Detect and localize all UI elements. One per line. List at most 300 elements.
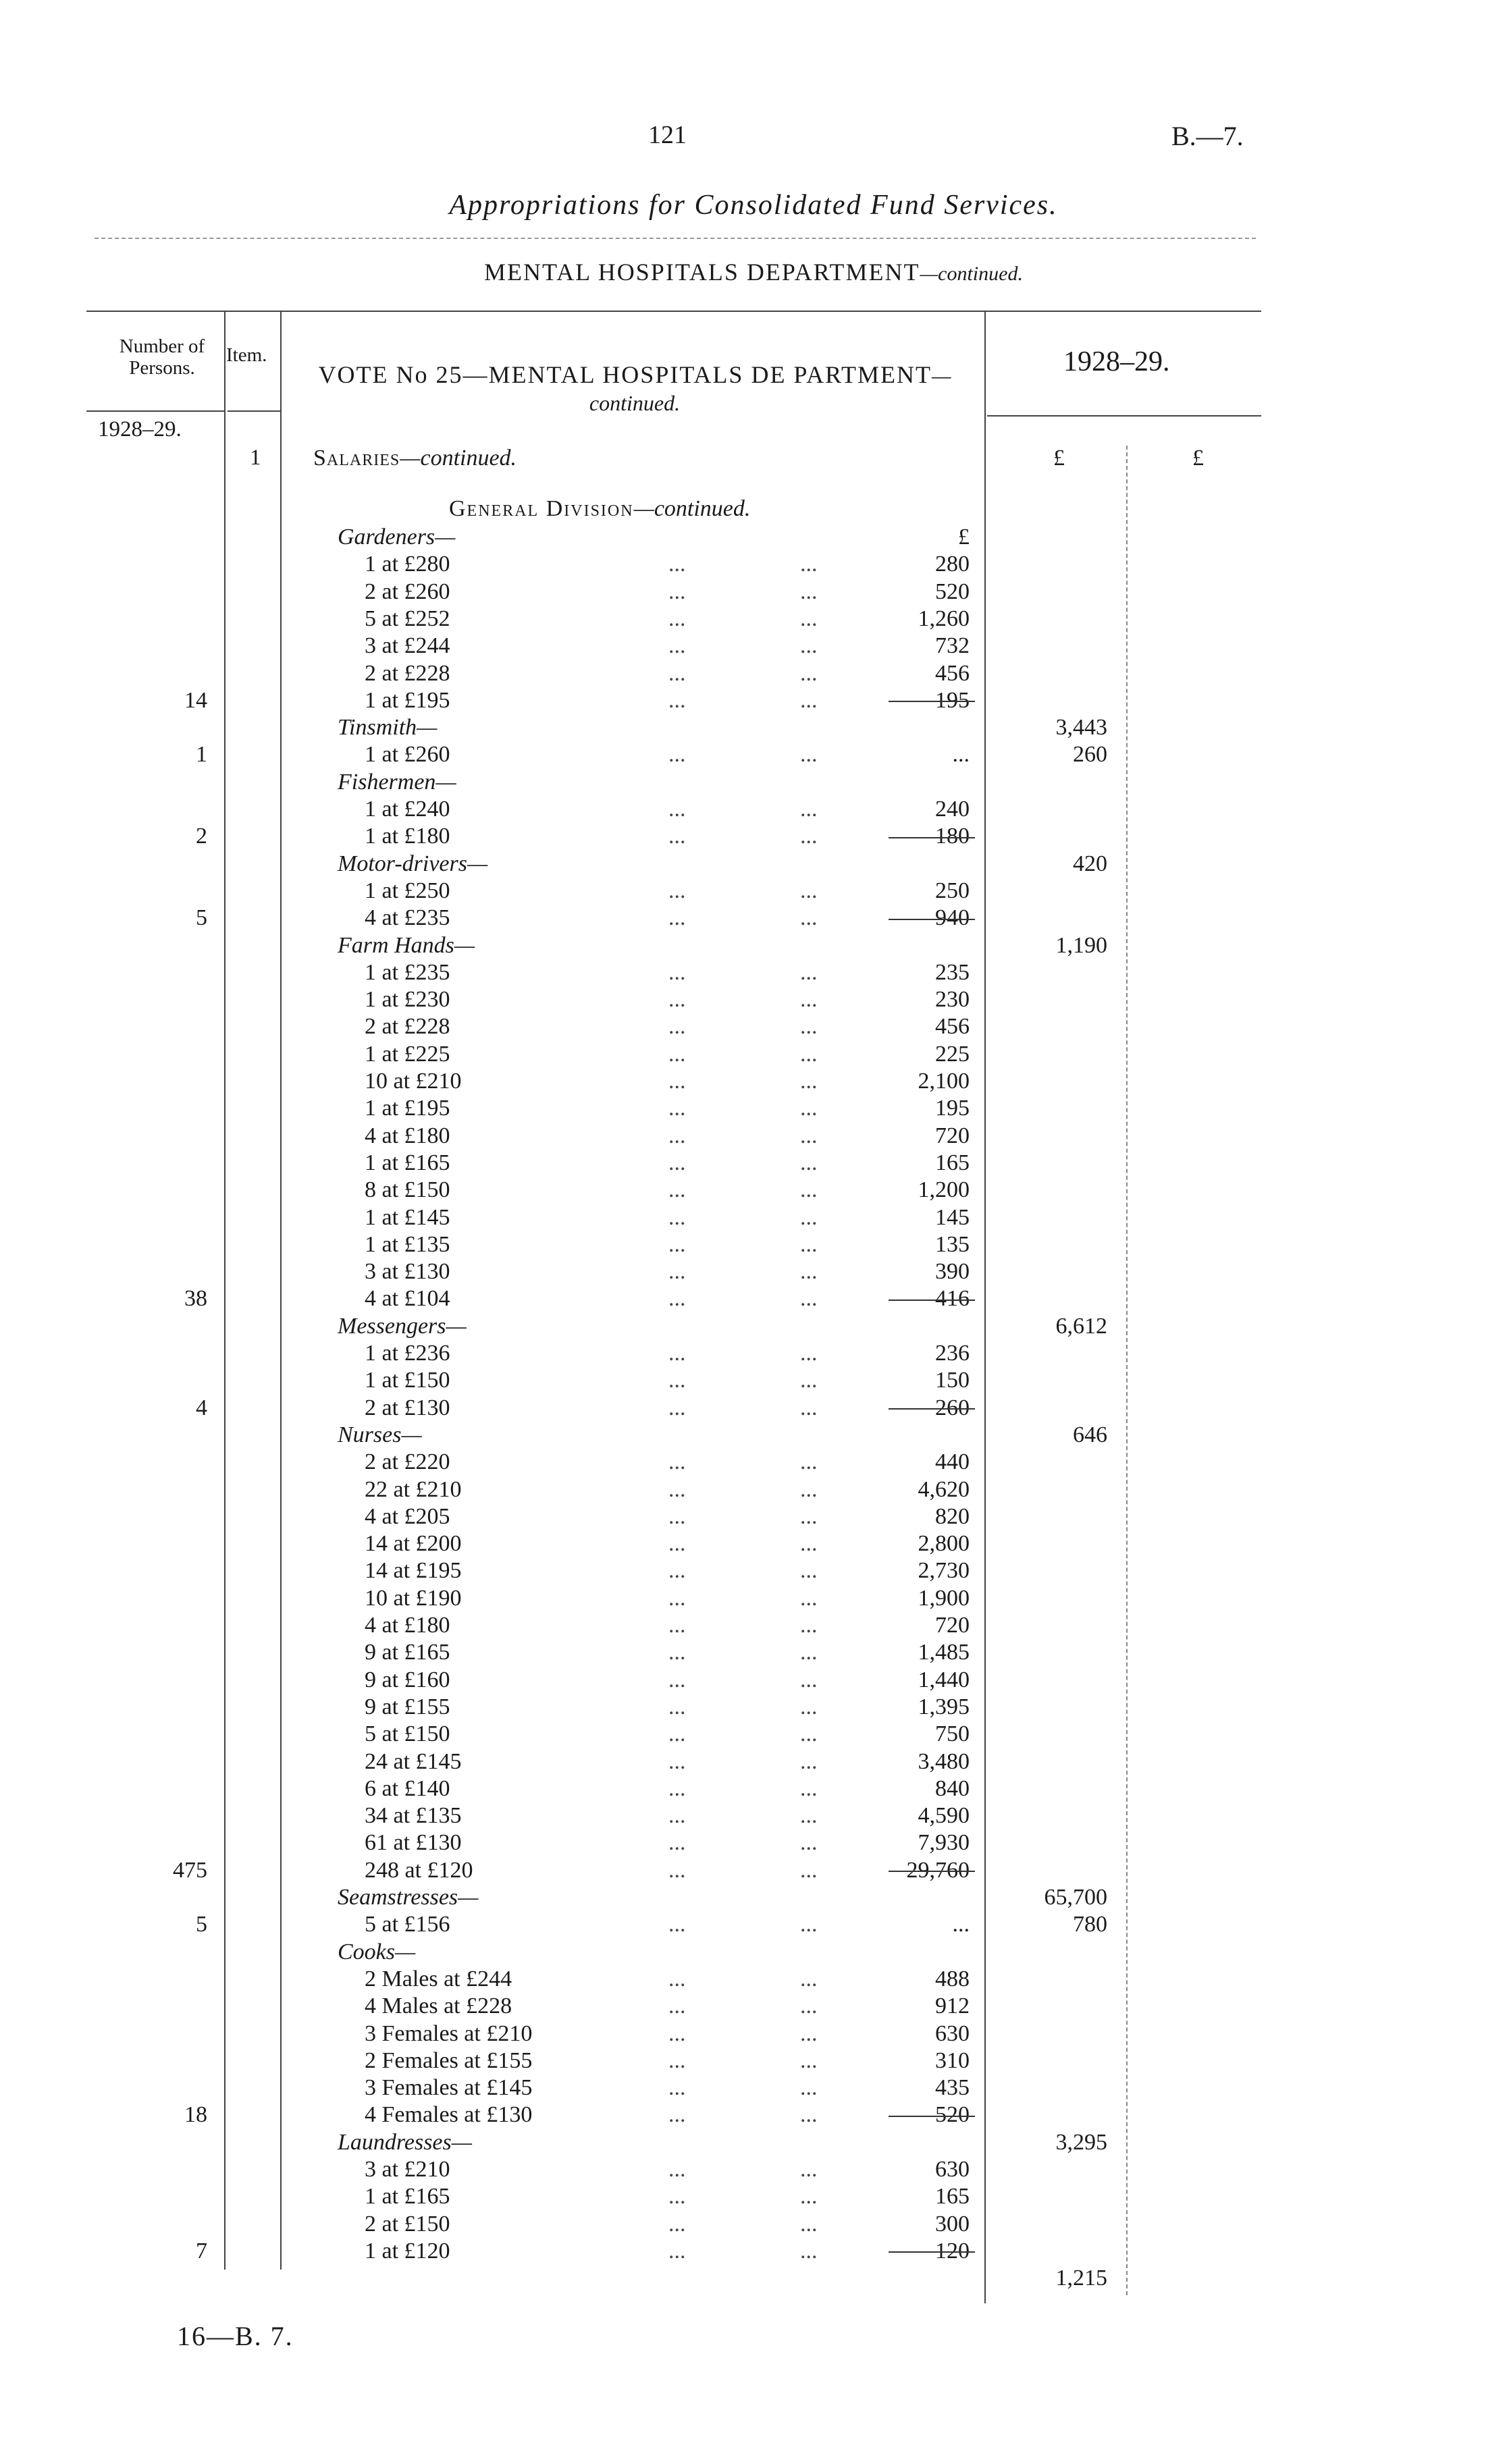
sum-rule	[889, 1871, 975, 1872]
table-row	[0, 1966, 1507, 1993]
table-row	[0, 1503, 1507, 1530]
rate-label: 4 at £180	[365, 1613, 450, 1638]
leader-dots: ...	[800, 2047, 818, 2073]
amount: 440	[935, 1449, 970, 1475]
leader-dots: ...	[668, 606, 686, 631]
leader-dots: ...	[800, 905, 818, 931]
table-row	[0, 1068, 1507, 1095]
persons-count: 5	[196, 1912, 207, 1937]
leader-dots: ...	[668, 959, 686, 985]
leader-dots: ...	[800, 1857, 818, 1883]
subtotal: 260	[1073, 742, 1107, 768]
leader-dots: ...	[800, 1123, 818, 1148]
leader-dots: ...	[668, 742, 686, 768]
rate-label: 2 at £220	[365, 1449, 450, 1475]
leader-dots: ...	[800, 1041, 818, 1067]
leader-dots: ...	[668, 2184, 686, 2209]
leader-dots: ...	[800, 2184, 818, 2209]
leader-dots: ...	[800, 797, 818, 822]
table-row	[0, 2074, 1507, 2101]
leader-dots: ...	[668, 1395, 686, 1420]
rate-label: 10 at £190	[365, 1585, 462, 1611]
sum-rule	[889, 2251, 975, 2253]
leader-dots: ...	[668, 2047, 686, 2073]
subtotal: 1,190	[1055, 932, 1107, 958]
year-header-rule	[987, 415, 1261, 417]
rate-label: 1 at £230	[365, 987, 450, 1013]
amount: 732	[935, 633, 970, 659]
amount: 120	[935, 2238, 970, 2264]
salaries-heading	[313, 446, 517, 471]
rate-label: 6 at £140	[365, 1775, 450, 1801]
rate-label: 8 at £150	[365, 1177, 450, 1203]
page-title: Appropriations for Consolidated Fund Services.	[449, 190, 1058, 221]
rate-label: 2 Males at £244	[365, 1966, 512, 1991]
table-row	[0, 1911, 1507, 1938]
rate-label: 14 at £200	[365, 1531, 462, 1557]
category-label: Fishermen—	[338, 769, 456, 795]
leader-dots: ...	[800, 1667, 818, 1692]
leader-dots: ...	[800, 1993, 818, 2019]
amount: 240	[935, 797, 970, 822]
table-row	[0, 2183, 1507, 2210]
leader-dots: ...	[800, 1531, 818, 1557]
rate-label: 2 at £260	[365, 579, 450, 604]
amount: 1,395	[918, 1694, 970, 1719]
persons-count: 14	[184, 687, 207, 713]
rate-label: 14 at £195	[365, 1558, 462, 1584]
amount: 820	[935, 1503, 970, 1529]
rate-label: 34 at £135	[365, 1803, 462, 1829]
table-row	[0, 796, 1507, 823]
amount: 456	[935, 1014, 970, 1040]
leader-dots: ...	[800, 1503, 818, 1529]
subtotal: 1,215	[1055, 2266, 1107, 2291]
table-row	[0, 1449, 1507, 1476]
leader-dots: ...	[800, 959, 818, 985]
category-label: Cooks—	[338, 1939, 416, 1964]
amount: 260	[935, 1395, 970, 1420]
rate-label: 1 at £165	[365, 2184, 450, 2209]
table-row	[0, 1667, 1507, 1694]
table-row	[0, 823, 1507, 850]
rate-label: 2 Females at £155	[365, 2047, 533, 2073]
category-row	[0, 1939, 1507, 1966]
amount: 1,485	[918, 1640, 970, 1665]
table-row	[0, 1557, 1507, 1584]
subtotal: 780	[1073, 1912, 1107, 1937]
leader-dots: ...	[668, 1694, 686, 1719]
page-number: 121	[648, 121, 687, 149]
amount: 390	[935, 1259, 970, 1285]
table-row	[0, 959, 1507, 986]
sum-rule	[889, 919, 975, 920]
leader-dots: ...	[668, 1123, 686, 1148]
table-row	[0, 1258, 1507, 1285]
table-row	[0, 633, 1507, 660]
persons-count: 4	[196, 1395, 207, 1420]
category-row	[0, 1422, 1507, 1449]
leader-dots: ...	[668, 1449, 686, 1475]
amount: 435	[935, 2075, 970, 2101]
vote-name: VOTE No 25—MENTAL HOSPITALS DE PARTMENT	[318, 361, 932, 388]
amount: 2,730	[918, 1558, 970, 1584]
amount: £	[958, 525, 970, 550]
rate-label: 1 at £135	[365, 1231, 450, 1257]
leader-dots: ...	[668, 2102, 686, 2128]
leader-dots: ...	[668, 1286, 686, 1312]
rate-label: 3 Females at £210	[365, 2020, 533, 2046]
persons-count: 475	[173, 1857, 207, 1883]
total-row	[0, 2265, 1507, 2292]
persons-header-rule	[86, 410, 224, 412]
category-label: Nurses—	[338, 1422, 422, 1447]
table-row	[0, 1694, 1507, 1721]
leader-dots: ...	[800, 1830, 818, 1856]
rate-label: 22 at £210	[365, 1476, 462, 1502]
table-row	[0, 2238, 1507, 2265]
table-row	[0, 2156, 1507, 2183]
sum-rule	[889, 2116, 975, 2117]
amount: 235	[935, 959, 970, 985]
leader-dots: ...	[800, 1558, 818, 1584]
leader-dots: ...	[800, 633, 818, 659]
leader-dots: ...	[668, 1721, 686, 1747]
title-divider	[95, 238, 1256, 239]
leader-dots: ...	[800, 2075, 818, 2101]
table-row	[0, 660, 1507, 687]
amount: 29,760	[906, 1857, 970, 1883]
leader-dots: ...	[668, 1503, 686, 1529]
leader-dots: ...	[668, 1204, 686, 1230]
leader-dots: ...	[800, 579, 818, 604]
rate-label: 1 at £195	[365, 687, 450, 713]
rate-label: 3 at £130	[365, 1259, 450, 1285]
leader-dots: ...	[668, 797, 686, 822]
persons-count: 2	[196, 824, 207, 849]
amount: 840	[935, 1775, 970, 1801]
leader-dots: ...	[800, 1096, 818, 1121]
category-label: Tinsmith—	[338, 715, 438, 741]
table-row	[0, 1802, 1507, 1829]
rate-label: 2 at £228	[365, 1014, 450, 1040]
table-row	[0, 687, 1507, 714]
amount: 1,200	[918, 1177, 970, 1203]
category-row	[0, 2129, 1507, 2156]
table-row	[0, 1585, 1507, 1612]
rate-label: 1 at £180	[365, 824, 450, 849]
rate-label: 1 at £120	[365, 2238, 450, 2264]
leader-dots: ...	[800, 1966, 818, 1991]
leader-dots: ...	[668, 552, 686, 577]
rate-label: 1 at £195	[365, 1096, 450, 1121]
leader-dots: ...	[668, 1231, 686, 1257]
vote-title	[297, 361, 972, 417]
subtotal: 6,612	[1055, 1313, 1107, 1339]
rate-label: 5 at £252	[365, 606, 450, 631]
persons-count: 38	[184, 1286, 207, 1312]
leader-dots: ...	[800, 987, 818, 1013]
rate-label: 5 at £156	[365, 1912, 450, 1937]
table-row	[0, 2211, 1507, 2238]
leader-dots: ...	[668, 1368, 686, 1393]
sum-rule	[889, 1408, 975, 1410]
leader-dots: ...	[800, 1640, 818, 1665]
rate-label: 2 at £130	[365, 1395, 450, 1420]
table-row	[0, 1041, 1507, 1068]
rate-label: 1 at £260	[365, 742, 450, 768]
leader-dots: ...	[668, 1069, 686, 1094]
salaries-suffix: —continued.	[400, 446, 517, 471]
amount: 145	[935, 1204, 970, 1230]
category-label: Farm Hands—	[338, 932, 475, 958]
table-row	[0, 1367, 1507, 1394]
year-right-header: 1928–29.	[1063, 346, 1170, 377]
amount: 7,930	[918, 1830, 970, 1856]
rate-label: 3 at £244	[365, 633, 450, 659]
leader-dots: ...	[800, 1286, 818, 1312]
rate-label: 4 at £104	[365, 1286, 450, 1312]
leader-dots: ...	[668, 1259, 686, 1285]
subtotal: 3,443	[1055, 715, 1107, 741]
table-row	[0, 1612, 1507, 1639]
leader-dots: ...	[800, 1449, 818, 1475]
table-row	[0, 1857, 1507, 1884]
rate-label: 9 at £160	[365, 1667, 450, 1692]
table-row	[0, 1748, 1507, 1775]
category-row	[0, 714, 1507, 741]
item-number: 1	[250, 446, 261, 470]
amount: ...	[952, 742, 970, 768]
category-label: Seamstresses—	[338, 1885, 479, 1910]
category-row	[0, 851, 1507, 878]
table-top-rule	[86, 311, 1261, 312]
leader-dots: ...	[800, 2211, 818, 2237]
persons-count: 1	[196, 742, 207, 768]
rate-label: 1 at £150	[365, 1368, 450, 1393]
table-row	[0, 1721, 1507, 1748]
leader-dots: ...	[668, 2238, 686, 2264]
category-row	[0, 1884, 1507, 1911]
leader-dots: ...	[800, 1748, 818, 1774]
leader-dots: ...	[668, 1966, 686, 1991]
persons-count: 18	[184, 2102, 207, 2128]
leader-dots: ...	[668, 2020, 686, 2046]
leader-dots: ...	[668, 1585, 686, 1611]
leader-dots: ...	[800, 1259, 818, 1285]
leader-dots: ...	[668, 1014, 686, 1040]
table-row	[0, 1231, 1507, 1258]
table-row	[0, 1829, 1507, 1856]
vote-suffix: —continued.	[589, 363, 951, 415]
amount: 230	[935, 987, 970, 1013]
amount: 456	[935, 660, 970, 686]
table-row	[0, 1340, 1507, 1367]
rate-label: 4 Males at £228	[365, 1993, 512, 2019]
category-row	[0, 524, 1507, 551]
subtotal: 646	[1073, 1422, 1107, 1447]
document-reference: B.—7.	[1171, 121, 1244, 151]
leader-dots: ...	[668, 1667, 686, 1692]
leader-dots: ...	[668, 987, 686, 1013]
amount: 250	[935, 878, 970, 903]
amount: 236	[935, 1341, 970, 1366]
amount: ...	[952, 1912, 970, 1937]
table-row	[0, 1993, 1507, 2020]
amount: 280	[935, 552, 970, 577]
rate-label: 9 at £155	[365, 1694, 450, 1719]
leader-dots: ...	[668, 1476, 686, 1502]
leader-dots: ...	[668, 2211, 686, 2237]
leader-dots: ...	[668, 1558, 686, 1584]
general-division-label: General Division	[449, 496, 634, 521]
leader-dots: ...	[668, 1613, 686, 1638]
leader-dots: ...	[668, 1912, 686, 1937]
leader-dots: ...	[800, 1231, 818, 1257]
category-label: Gardeners—	[338, 525, 456, 550]
amount: 195	[935, 1096, 970, 1121]
leader-dots: ...	[800, 878, 818, 903]
table-row	[0, 1395, 1507, 1422]
amount: 1,440	[918, 1667, 970, 1692]
amount: 4,620	[918, 1476, 970, 1502]
amount: 180	[935, 824, 970, 849]
amount: 150	[935, 1368, 970, 1393]
leader-dots: ...	[668, 1531, 686, 1557]
persons-count: 5	[196, 905, 207, 931]
amount: 300	[935, 2211, 970, 2237]
table-row	[0, 1095, 1507, 1122]
table-row	[0, 579, 1507, 606]
rate-label: 1 at £280	[365, 552, 450, 577]
leader-dots: ...	[668, 1803, 686, 1829]
leader-dots: ...	[800, 1721, 818, 1747]
pound-sign-col2: £	[1053, 446, 1065, 471]
category-row	[0, 932, 1507, 959]
department-heading	[0, 258, 1507, 286]
amount: 195	[935, 687, 970, 713]
table-row	[0, 1150, 1507, 1177]
amount: 720	[935, 1123, 970, 1148]
rate-label: 4 at £205	[365, 1503, 450, 1529]
leader-dots: ...	[668, 878, 686, 903]
sum-rule	[889, 701, 975, 702]
amount: 165	[935, 2184, 970, 2209]
rate-label: 1 at £165	[365, 1150, 450, 1175]
table-row	[0, 878, 1507, 905]
rate-label: 1 at £236	[365, 1341, 450, 1366]
rate-label: 1 at £225	[365, 1041, 450, 1067]
pound-sign-col3: £	[1192, 446, 1204, 471]
rate-label: 248 at £120	[365, 1857, 473, 1883]
category-row	[0, 1313, 1507, 1340]
leader-dots: ...	[668, 1341, 686, 1366]
rate-label: 1 at £235	[365, 959, 450, 985]
leader-dots: ...	[800, 1341, 818, 1366]
leader-dots: ...	[668, 1041, 686, 1067]
leader-dots: ...	[668, 1640, 686, 1665]
leader-dots: ...	[668, 1830, 686, 1856]
table-row	[0, 1639, 1507, 1666]
leader-dots: ...	[800, 660, 818, 686]
category-label: Motor-drivers—	[338, 851, 488, 876]
rate-label: 5 at £150	[365, 1721, 450, 1747]
table-row	[0, 606, 1507, 633]
amount: 912	[935, 1993, 970, 2019]
rate-label: 1 at £240	[365, 797, 450, 822]
salaries-label: Salaries	[313, 446, 400, 471]
rate-label: 1 at £145	[365, 1204, 450, 1230]
amount: 488	[935, 1966, 970, 1991]
leader-dots: ...	[668, 1993, 686, 2019]
leader-dots: ...	[800, 824, 818, 849]
table-row	[0, 1285, 1507, 1312]
amount: 2,800	[918, 1531, 970, 1557]
leader-dots: ...	[800, 1150, 818, 1175]
rate-label: 3 Females at £145	[365, 2075, 533, 2101]
leader-dots: ...	[800, 1177, 818, 1203]
rate-label: 3 at £210	[365, 2157, 450, 2182]
leader-dots: ...	[800, 742, 818, 768]
leader-dots: ...	[668, 905, 686, 931]
amount: 1,260	[918, 606, 970, 631]
rate-label: 2 at £228	[365, 660, 450, 686]
page-footer: 16—B. 7.	[177, 2321, 294, 2351]
rate-label: 4 Females at £130	[365, 2102, 533, 2128]
table-row	[0, 741, 1507, 768]
leader-dots: ...	[668, 1775, 686, 1801]
rate-label: 4 at £180	[365, 1123, 450, 1148]
amount: 940	[935, 905, 970, 931]
leader-dots: ...	[668, 1096, 686, 1121]
leader-dots: ...	[800, 1613, 818, 1638]
rate-label: 10 at £210	[365, 1069, 462, 1094]
amount: 720	[935, 1613, 970, 1638]
persons-count: 7	[196, 2238, 207, 2264]
leader-dots: ...	[800, 1585, 818, 1611]
amount: 630	[935, 2020, 970, 2046]
leader-dots: ...	[668, 633, 686, 659]
leader-dots: ...	[668, 2157, 686, 2182]
general-division-heading	[449, 496, 750, 522]
amount: 1,900	[918, 1585, 970, 1611]
table-row	[0, 2047, 1507, 2074]
item-column-header: Item.	[226, 344, 267, 366]
rate-label: 2 at £150	[365, 2211, 450, 2237]
item-header-rule	[228, 410, 280, 412]
category-label: Messengers—	[338, 1313, 467, 1339]
subtotal: 65,700	[1044, 1885, 1107, 1910]
subtotal: 3,295	[1055, 2129, 1107, 2155]
department-name: MENTAL HOSPITALS DEPARTMENT	[484, 259, 920, 286]
leader-dots: ...	[668, 687, 686, 713]
leader-dots: ...	[800, 2157, 818, 2182]
amount: 135	[935, 1231, 970, 1257]
table-row	[0, 2020, 1507, 2047]
leader-dots: ...	[668, 660, 686, 686]
leader-dots: ...	[800, 2238, 818, 2264]
leader-dots: ...	[668, 1748, 686, 1774]
amount: 4,590	[918, 1803, 970, 1829]
table-row	[0, 551, 1507, 578]
leader-dots: ...	[668, 1150, 686, 1175]
amount: 2,100	[918, 1069, 970, 1094]
amount: 630	[935, 2157, 970, 2182]
year-left-header: 1928–29.	[98, 417, 182, 441]
rate-label: 24 at £145	[365, 1748, 462, 1774]
amount: 310	[935, 2047, 970, 2073]
rate-label: 1 at £250	[365, 878, 450, 903]
